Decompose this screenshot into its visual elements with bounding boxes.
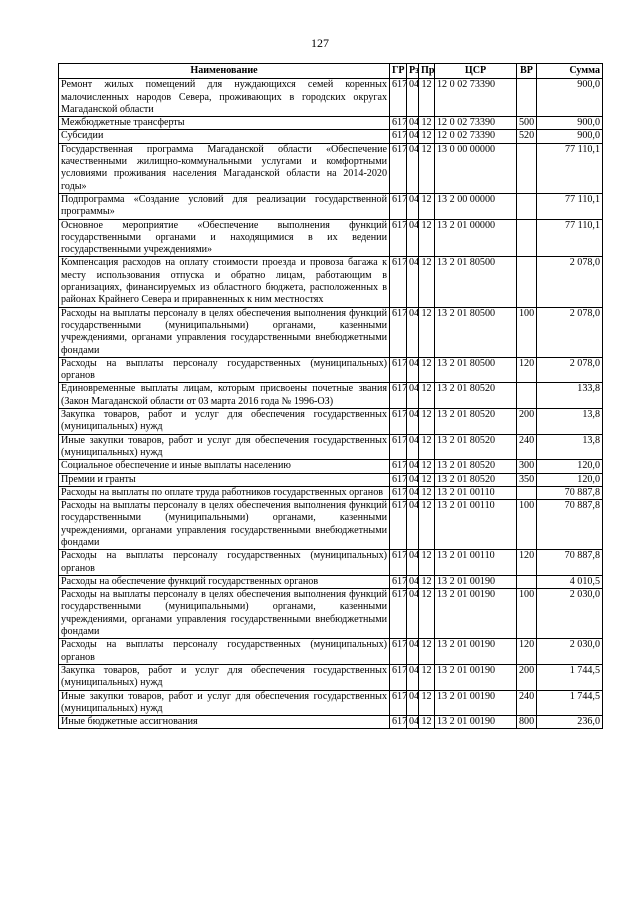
table-row bbox=[59, 575, 603, 588]
cell-pr: 12 bbox=[419, 434, 435, 460]
cell-csr: 13 2 01 00190 bbox=[435, 716, 517, 729]
cell-gr: 617 bbox=[390, 307, 407, 357]
cell-vr bbox=[517, 193, 537, 219]
cell-name: Расходы на выплаты по оплате труда работников государственных органов bbox=[59, 486, 390, 499]
cell-name: Расходы на выплаты персоналу государственных (муниципальных) органов bbox=[59, 639, 390, 665]
cell-name: Подпрограмма «Создание условий для реализации государственной программы» bbox=[59, 193, 390, 219]
cell-csr: 13 2 01 80520 bbox=[435, 460, 517, 473]
cell-rz: 04 bbox=[407, 434, 419, 460]
cell-gr: 617 bbox=[390, 500, 407, 550]
page-number: 127 bbox=[311, 36, 329, 50]
table-row bbox=[59, 434, 603, 460]
cell-vr: 200 bbox=[517, 409, 537, 435]
cell-rz: 04 bbox=[407, 460, 419, 473]
cell-name: Расходы на выплаты персоналу государственных (муниципальных) органов bbox=[59, 550, 390, 576]
cell-pr: 12 bbox=[419, 589, 435, 639]
cell-pr: 12 bbox=[419, 307, 435, 357]
cell-vr bbox=[517, 143, 537, 193]
cell-pr: 12 bbox=[419, 409, 435, 435]
cell-vr: 120 bbox=[517, 639, 537, 665]
cell-csr: 13 2 01 80520 bbox=[435, 473, 517, 486]
cell-sum: 70 887,8 bbox=[537, 500, 603, 550]
cell-csr: 13 2 01 80520 bbox=[435, 409, 517, 435]
cell-gr: 617 bbox=[390, 383, 407, 409]
cell-gr: 617 bbox=[390, 639, 407, 665]
cell-pr: 12 bbox=[419, 486, 435, 499]
cell-csr: 13 2 01 80520 bbox=[435, 383, 517, 409]
cell-rz: 04 bbox=[407, 117, 419, 130]
cell-gr: 617 bbox=[390, 79, 407, 117]
cell-sum: 77 110,1 bbox=[537, 219, 603, 257]
cell-sum: 1 744,5 bbox=[537, 664, 603, 690]
cell-pr: 12 bbox=[419, 550, 435, 576]
cell-gr: 617 bbox=[390, 460, 407, 473]
cell-sum: 2 078,0 bbox=[537, 257, 603, 307]
cell-vr: 800 bbox=[517, 716, 537, 729]
table-row bbox=[59, 500, 603, 550]
cell-pr: 12 bbox=[419, 575, 435, 588]
cell-pr: 12 bbox=[419, 357, 435, 383]
cell-vr: 240 bbox=[517, 690, 537, 716]
cell-name: Социальное обеспечение и иные выплаты населению bbox=[59, 460, 390, 473]
cell-sum: 120,0 bbox=[537, 460, 603, 473]
cell-pr: 12 bbox=[419, 664, 435, 690]
cell-csr: 13 2 01 00110 bbox=[435, 486, 517, 499]
cell-name: Иные закупки товаров, работ и услуг для обеспечения государственных (муниципальных) нужд bbox=[59, 434, 390, 460]
table-row bbox=[59, 409, 603, 435]
cell-pr: 12 bbox=[419, 716, 435, 729]
cell-rz: 04 bbox=[407, 143, 419, 193]
header-row bbox=[59, 64, 603, 79]
cell-sum: 2 078,0 bbox=[537, 357, 603, 383]
header-name: Наименование bbox=[59, 64, 390, 79]
cell-csr: 13 2 01 00190 bbox=[435, 589, 517, 639]
cell-name: Закупка товаров, работ и услуг для обеспечения государственных (муниципальных) нужд bbox=[59, 409, 390, 435]
cell-pr: 12 bbox=[419, 500, 435, 550]
cell-rz: 04 bbox=[407, 219, 419, 257]
cell-rz: 04 bbox=[407, 257, 419, 307]
cell-rz: 04 bbox=[407, 130, 419, 143]
cell-vr bbox=[517, 575, 537, 588]
cell-gr: 617 bbox=[390, 664, 407, 690]
cell-rz: 04 bbox=[407, 664, 419, 690]
cell-vr: 350 bbox=[517, 473, 537, 486]
cell-name: Расходы на выплаты персоналу в целях обеспечения выполнения функций государственными (муниципальными) органами, казенными учреждениями, органами управления государственными внебюджетными фондами bbox=[59, 589, 390, 639]
header-csr: ЦСР bbox=[435, 64, 517, 79]
table-row bbox=[59, 664, 603, 690]
cell-gr: 617 bbox=[390, 117, 407, 130]
cell-gr: 617 bbox=[390, 473, 407, 486]
cell-sum: 70 887,8 bbox=[537, 486, 603, 499]
cell-vr bbox=[517, 79, 537, 117]
cell-gr: 617 bbox=[390, 486, 407, 499]
cell-csr: 13 2 01 00110 bbox=[435, 500, 517, 550]
cell-name: Иные закупки товаров, работ и услуг для обеспечения государственных (муниципальных) нужд bbox=[59, 690, 390, 716]
cell-pr: 12 bbox=[419, 383, 435, 409]
table-row bbox=[59, 473, 603, 486]
cell-csr: 13 2 01 00110 bbox=[435, 550, 517, 576]
table-row bbox=[59, 383, 603, 409]
cell-gr: 617 bbox=[390, 409, 407, 435]
cell-name: Компенсация расходов на оплату стоимости проезда и провоза багажа к месту использования отпуска и обратно лицам, работающим в организациях, финансируемых из областного бюджета, расположенных в районах Крайнего Севера и приравненных к ним местностях bbox=[59, 257, 390, 307]
cell-name: Расходы на выплаты персоналу государственных (муниципальных) органов bbox=[59, 357, 390, 383]
table-row bbox=[59, 143, 603, 193]
cell-rz: 04 bbox=[407, 193, 419, 219]
cell-pr: 12 bbox=[419, 460, 435, 473]
table-row bbox=[59, 79, 603, 117]
cell-vr: 120 bbox=[517, 357, 537, 383]
cell-pr: 12 bbox=[419, 639, 435, 665]
cell-name: Расходы на обеспечение функций государственных органов bbox=[59, 575, 390, 588]
cell-vr: 500 bbox=[517, 117, 537, 130]
cell-rz: 04 bbox=[407, 500, 419, 550]
cell-gr: 617 bbox=[390, 434, 407, 460]
cell-pr: 12 bbox=[419, 473, 435, 486]
cell-rz: 04 bbox=[407, 486, 419, 499]
cell-gr: 617 bbox=[390, 143, 407, 193]
cell-sum: 900,0 bbox=[537, 130, 603, 143]
cell-name: Премии и гранты bbox=[59, 473, 390, 486]
header-sum: Сумма bbox=[537, 64, 603, 79]
cell-sum: 13,8 bbox=[537, 434, 603, 460]
cell-rz: 04 bbox=[407, 589, 419, 639]
header-vr: ВР bbox=[517, 64, 537, 79]
cell-name: Единовременные выплаты лицам, которым присвоены почетные звания (Закон Магаданской области от 03 марта 2016 года № 1996-ОЗ) bbox=[59, 383, 390, 409]
table-row bbox=[59, 690, 603, 716]
cell-pr: 12 bbox=[419, 193, 435, 219]
cell-sum: 133,8 bbox=[537, 383, 603, 409]
cell-sum: 77 110,1 bbox=[537, 143, 603, 193]
cell-sum: 900,0 bbox=[537, 79, 603, 117]
cell-name: Иные бюджетные ассигнования bbox=[59, 716, 390, 729]
cell-pr: 12 bbox=[419, 690, 435, 716]
cell-sum: 13,8 bbox=[537, 409, 603, 435]
cell-sum: 2 030,0 bbox=[537, 589, 603, 639]
cell-vr: 120 bbox=[517, 550, 537, 576]
cell-gr: 617 bbox=[390, 589, 407, 639]
cell-pr: 12 bbox=[419, 79, 435, 117]
table-body bbox=[59, 79, 603, 729]
cell-rz: 04 bbox=[407, 690, 419, 716]
table-row bbox=[59, 550, 603, 576]
cell-name: Основное мероприятие «Обеспечение выполнения функций государственными органами и находящимися в их ведении государственными учреждениями» bbox=[59, 219, 390, 257]
cell-rz: 04 bbox=[407, 357, 419, 383]
cell-sum: 236,0 bbox=[537, 716, 603, 729]
cell-gr: 617 bbox=[390, 550, 407, 576]
table-row bbox=[59, 117, 603, 130]
cell-vr bbox=[517, 219, 537, 257]
cell-vr: 100 bbox=[517, 307, 537, 357]
cell-csr: 13 2 01 80500 bbox=[435, 257, 517, 307]
cell-sum: 77 110,1 bbox=[537, 193, 603, 219]
table-row bbox=[59, 257, 603, 307]
cell-csr: 13 2 01 80520 bbox=[435, 434, 517, 460]
budget-table bbox=[58, 63, 603, 729]
table-row bbox=[59, 357, 603, 383]
cell-csr: 13 0 00 00000 bbox=[435, 143, 517, 193]
cell-csr: 12 0 02 73390 bbox=[435, 130, 517, 143]
cell-csr: 12 0 02 73390 bbox=[435, 79, 517, 117]
cell-gr: 617 bbox=[390, 716, 407, 729]
cell-gr: 617 bbox=[390, 575, 407, 588]
cell-csr: 13 2 01 00190 bbox=[435, 575, 517, 588]
cell-rz: 04 bbox=[407, 473, 419, 486]
header-gr: ГР bbox=[390, 64, 407, 79]
table-row bbox=[59, 486, 603, 499]
cell-vr: 300 bbox=[517, 460, 537, 473]
cell-sum: 70 887,8 bbox=[537, 550, 603, 576]
cell-sum: 2 030,0 bbox=[537, 639, 603, 665]
cell-gr: 617 bbox=[390, 357, 407, 383]
table-row bbox=[59, 193, 603, 219]
table-row bbox=[59, 130, 603, 143]
cell-csr: 13 2 01 00000 bbox=[435, 219, 517, 257]
table-row bbox=[59, 460, 603, 473]
cell-rz: 04 bbox=[407, 307, 419, 357]
cell-rz: 04 bbox=[407, 550, 419, 576]
cell-rz: 04 bbox=[407, 639, 419, 665]
cell-vr: 240 bbox=[517, 434, 537, 460]
cell-vr: 100 bbox=[517, 500, 537, 550]
cell-pr: 12 bbox=[419, 143, 435, 193]
cell-sum: 120,0 bbox=[537, 473, 603, 486]
cell-pr: 12 bbox=[419, 130, 435, 143]
cell-name: Закупка товаров, работ и услуг для обеспечения государственных (муниципальных) нужд bbox=[59, 664, 390, 690]
cell-gr: 617 bbox=[390, 130, 407, 143]
cell-gr: 617 bbox=[390, 219, 407, 257]
cell-vr: 200 bbox=[517, 664, 537, 690]
cell-sum: 4 010,5 bbox=[537, 575, 603, 588]
header-rz: Рз bbox=[407, 64, 419, 79]
cell-gr: 617 bbox=[390, 193, 407, 219]
cell-pr: 12 bbox=[419, 219, 435, 257]
cell-sum: 900,0 bbox=[537, 117, 603, 130]
cell-vr bbox=[517, 383, 537, 409]
cell-csr: 13 2 00 00000 bbox=[435, 193, 517, 219]
table-row bbox=[59, 589, 603, 639]
cell-vr bbox=[517, 486, 537, 499]
cell-csr: 13 2 01 00190 bbox=[435, 639, 517, 665]
cell-gr: 617 bbox=[390, 257, 407, 307]
cell-vr: 100 bbox=[517, 589, 537, 639]
cell-name: Государственная программа Магаданской области «Обеспечение качественными жилищно-коммунальными услугами и комфортными условиями проживания населения Магаданской области на 2014-2020 годы» bbox=[59, 143, 390, 193]
table-header bbox=[59, 64, 603, 79]
header-pr: Пр bbox=[419, 64, 435, 79]
cell-sum: 1 744,5 bbox=[537, 690, 603, 716]
cell-name: Расходы на выплаты персоналу в целях обеспечения выполнения функций государственными (муниципальными) органами, казенными учреждениями, органами управления государственными внебюджетными фондами bbox=[59, 307, 390, 357]
cell-name: Межбюджетные трансферты bbox=[59, 117, 390, 130]
cell-vr: 520 bbox=[517, 130, 537, 143]
table-row bbox=[59, 219, 603, 257]
cell-name: Субсидии bbox=[59, 130, 390, 143]
cell-csr: 13 2 01 80500 bbox=[435, 357, 517, 383]
table-row bbox=[59, 307, 603, 357]
cell-vr bbox=[517, 257, 537, 307]
table-row bbox=[59, 716, 603, 729]
cell-csr: 13 2 01 80500 bbox=[435, 307, 517, 357]
cell-rz: 04 bbox=[407, 409, 419, 435]
cell-sum: 2 078,0 bbox=[537, 307, 603, 357]
cell-rz: 04 bbox=[407, 716, 419, 729]
cell-pr: 12 bbox=[419, 117, 435, 130]
cell-gr: 617 bbox=[390, 690, 407, 716]
cell-name: Ремонт жилых помещений для нуждающихся семей коренных малочисленных народов Севера, проживающих в городских округах Магаданской области bbox=[59, 79, 390, 117]
table-row bbox=[59, 639, 603, 665]
cell-name: Расходы на выплаты персоналу в целях обеспечения выполнения функций государственными (муниципальными) органами, казенными учреждениями, органами управления государственными внебюджетными фондами bbox=[59, 500, 390, 550]
cell-rz: 04 bbox=[407, 575, 419, 588]
cell-csr: 13 2 01 00190 bbox=[435, 664, 517, 690]
cell-rz: 04 bbox=[407, 79, 419, 117]
cell-csr: 12 0 02 73390 bbox=[435, 117, 517, 130]
cell-rz: 04 bbox=[407, 383, 419, 409]
cell-csr: 13 2 01 00190 bbox=[435, 690, 517, 716]
cell-pr: 12 bbox=[419, 257, 435, 307]
